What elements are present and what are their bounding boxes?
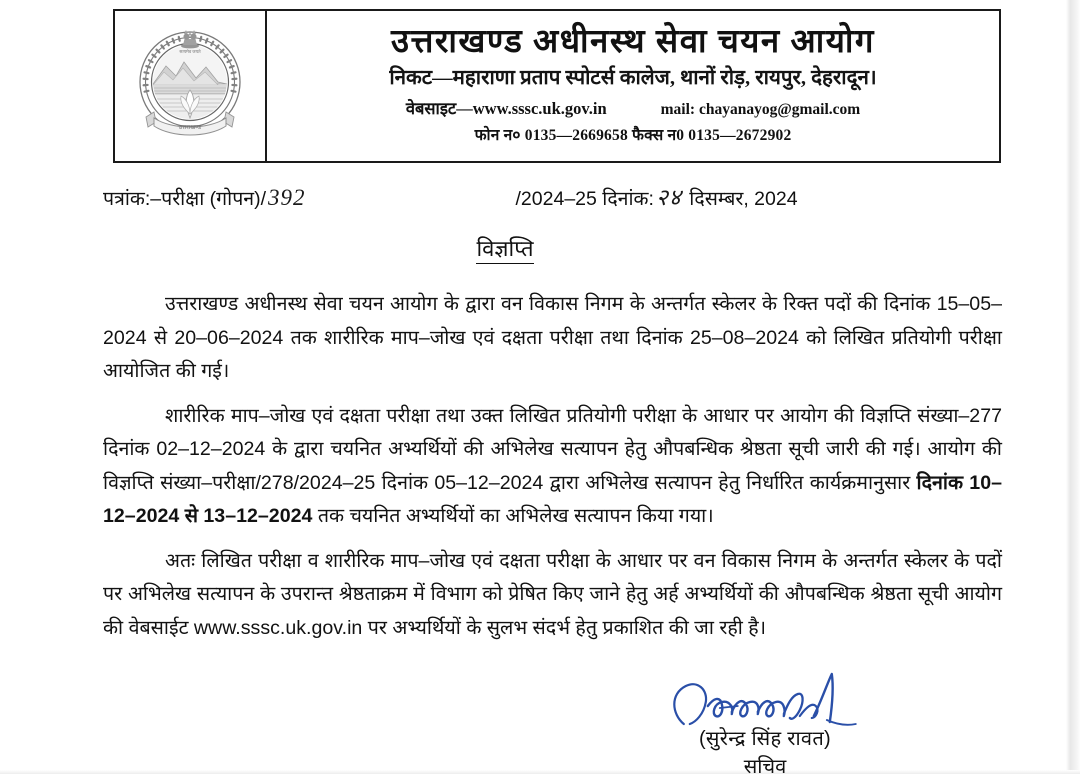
- svg-text:उत्तराखण्ड: उत्तराखण्ड: [178, 125, 202, 131]
- letterhead-text: [267, 11, 999, 161]
- organization-phone: फोन न० 0135—2669658 फैक्स न0 0135—2672902: [474, 126, 792, 144]
- organization-name: उत्तराखण्ड अधीनस्थ सेवा चयन आयोग: [391, 24, 875, 61]
- contact-row: [277, 96, 989, 119]
- letterhead-box: [113, 9, 1001, 163]
- paragraph-2: [103, 400, 1002, 534]
- handwritten-signature-icon: [600, 672, 930, 724]
- reference-number-left: [103, 184, 308, 211]
- reference-year-prefix: /2024–25 दिनांक:: [515, 188, 654, 210]
- reference-date-right: [516, 180, 798, 212]
- reference-day-handwritten: २४: [655, 185, 682, 210]
- paragraph-3: अतः लिखित परीक्षा व शारीरिक माप–जोख एवं दक्षता परीक्षा के आधार पर वन विकास निगम के अन्तर्गत स्केलर के पदों पर अभिलेख सत्यापन के उपरान्त श्रेष्ठताक्रम में विभाग को प्रेषित किए जाने हेतु अर्ह अभ्यर्थियों की औपबन्धिक श्रेष्ठता सूची आयोग की वेबसाईट www.sssc.uk.gov.in पर अभ्यर्थियों के सुलभ संदर्भ हेतु प्रकाशित की जा रही है।: [103, 549, 1002, 639]
- organization-email: mail: chayanayog@gmail.com: [660, 100, 861, 118]
- page-title-text: विज्ञप्ति: [476, 236, 533, 264]
- emblem-cell: [115, 11, 267, 161]
- organization-website: वेबसाइट—www.sssc.uk.gov.in: [405, 98, 607, 118]
- paragraph-1: उत्तराखण्ड अधीनस्थ सेवा चयन आयोग के द्वारा वन विकास निगम के अन्तर्गत स्केलर के रिक्त पदों की दिनांक 15–05–2024 से 20–06–2024 तक शारीरिक माप–जोख एवं दक्षता परीक्षा तथा दिनांक 25–08–2024 को लिखित प्रतियोगी परीक्षा आयोजित की गई।: [103, 293, 1002, 382]
- scan-edge-right: [1066, 0, 1080, 774]
- organization-address: निकट—महाराणा प्रताप स्पोटर्स कालेज, थानों रोड़, रायपुर, देहरादून।: [389, 67, 877, 90]
- paragraph-2-bold-dates: दिनांक 10–12–2024 से 13–12–2024: [103, 471, 1002, 527]
- government-emblem-icon: [126, 22, 254, 150]
- reference-number-handwritten: 392: [268, 185, 306, 210]
- svg-text:सत्यमेव जयते: सत्यमेव जयते: [179, 49, 201, 54]
- signatory-name: (सुरेन्द्र सिंह रावत): [698, 728, 832, 750]
- page-title: [0, 233, 1010, 263]
- reference-line: [103, 180, 1003, 212]
- document-body: [103, 288, 1002, 656]
- reference-month-year: दिसम्बर, 2024: [689, 188, 798, 210]
- paragraph-2-part2: तक चयनित अभ्यर्थियों का अभिलेख सत्यापन किया गया।: [312, 505, 714, 527]
- signatory-designation: सचिव: [743, 756, 787, 774]
- reference-prefix: पत्रांक:–परीक्षा (गोपन)/: [103, 188, 267, 210]
- paragraph-2-part1: शारीरिक माप–जोख एवं दक्षता परीक्षा तथा उक्त लिखित प्रतियोगी परीक्षा के आधार पर आयोग की विज्ञप्ति संख्या–277 दिनांक 02–12–2024 के द्वारा चयनित अभ्यर्थियों की अभिलेख सत्यापन हेतु औपबन्धिक श्रेष्ठता सूची जारी की गई। आयोग की विज्ञप्ति संख्या–परीक्षा/278/2024–25 दिनांक 05–12–2024 द्वारा अभिलेख सत्यापन हेतु निर्धारित कार्यक्रमानुसार: [103, 404, 1002, 494]
- signature-block: [600, 672, 930, 774]
